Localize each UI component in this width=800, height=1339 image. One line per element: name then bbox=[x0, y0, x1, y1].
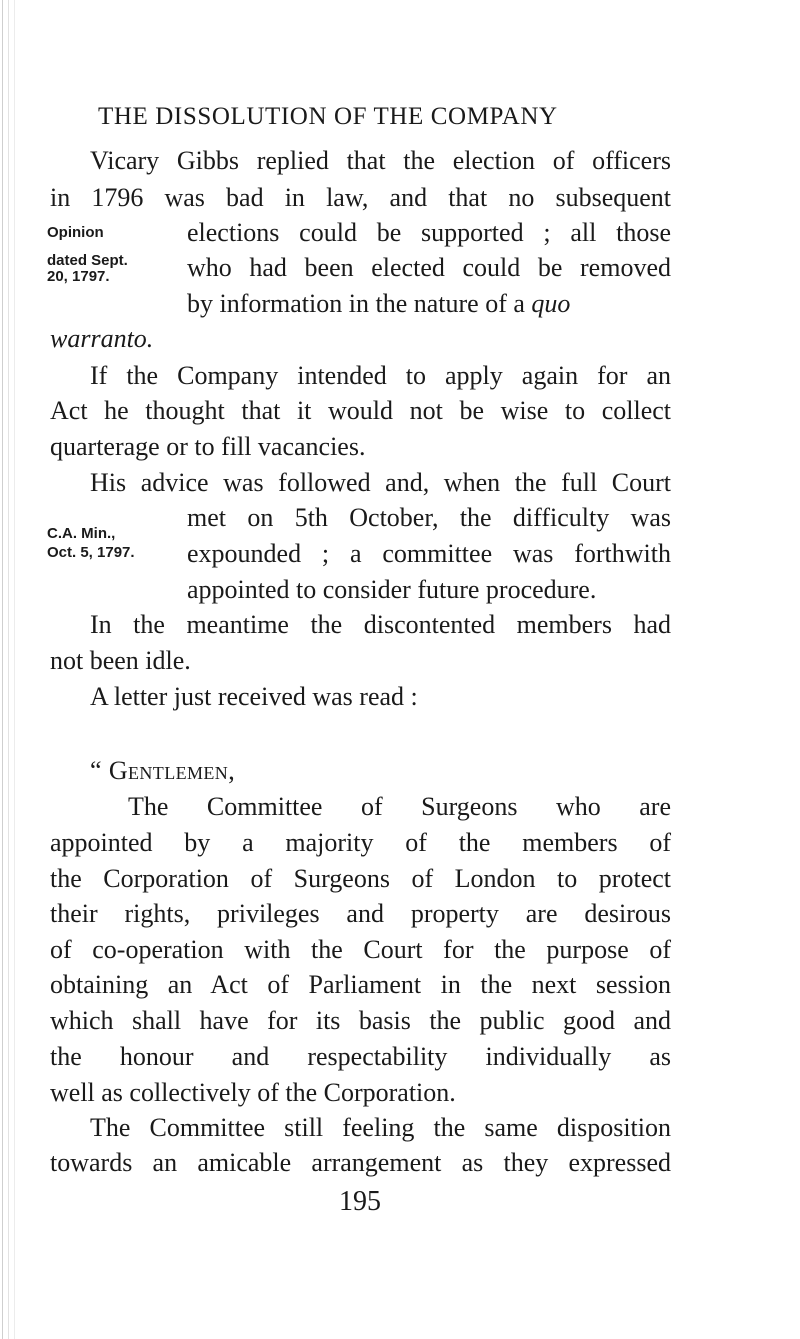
text-line: quarterage or to fill vacancies. bbox=[50, 432, 366, 461]
text-line: well as collectively of the Corporation. bbox=[50, 1078, 456, 1107]
text-line: the Corporation of Surgeons of London to protect bbox=[50, 864, 671, 893]
text-line: which shall have for its basis the public good and bbox=[50, 1006, 671, 1035]
italic-text-line: warranto. bbox=[50, 324, 154, 353]
text-line: the honour and respectability individually as bbox=[50, 1042, 671, 1071]
text-line: The Committee of Surgeons who are bbox=[128, 792, 671, 821]
text-line: appointed to consider future procedure. bbox=[187, 575, 597, 604]
letter-salutation: “ Gentlemen, bbox=[90, 756, 236, 785]
margin-note-line: Opinion bbox=[47, 224, 104, 241]
text-line: of co-operation with the Court for the purpose of bbox=[50, 935, 671, 964]
page-edge-line bbox=[2, 0, 3, 1339]
text-line: Act he thought that it would not be wise to collect bbox=[50, 396, 671, 425]
running-header: THE DISSOLUTION OF THE COMPANY bbox=[98, 103, 558, 130]
margin-note-line: dated Sept. bbox=[47, 252, 128, 269]
text-line: His advice was followed and, when the full Court bbox=[90, 468, 671, 497]
text-line: In the meantime the discontented members had bbox=[90, 610, 671, 639]
text-line: towards an amicable arrangement as they expressed bbox=[50, 1148, 671, 1177]
text-run: by information in the nature of a bbox=[187, 289, 525, 318]
text-line: expounded ; a committee was forthwith bbox=[187, 539, 671, 568]
text-line: elections could be supported ; all those bbox=[187, 218, 671, 247]
text-line: If the Company intended to apply again for an bbox=[90, 361, 671, 390]
page-number: 195 bbox=[339, 1186, 381, 1217]
text-line: The Committee still feeling the same disposition bbox=[90, 1113, 671, 1142]
margin-note-line: C.A. Min., bbox=[47, 525, 116, 542]
text-line: met on 5th October, the difficulty was bbox=[187, 503, 671, 532]
margin-note-line: Oct. 5, 1797. bbox=[47, 544, 135, 561]
text-line: obtaining an Act of Parliament in the next session bbox=[50, 970, 671, 999]
page-edge-line bbox=[14, 0, 15, 1339]
text-line: A letter just received was read : bbox=[90, 682, 418, 711]
text-line: not been idle. bbox=[50, 646, 191, 675]
text-line: their rights, privileges and property are desirous bbox=[50, 899, 671, 928]
text-line bbox=[187, 291, 570, 317]
page-edge-line bbox=[8, 0, 9, 1339]
margin-note-line: 20, 1797. bbox=[47, 268, 110, 285]
text-line: Vicary Gibbs replied that the election of officers bbox=[90, 146, 671, 175]
italic-text: quo bbox=[531, 289, 571, 318]
text-line: appointed by a majority of the members of bbox=[50, 828, 671, 857]
text-line: in 1796 was bad in law, and that no subsequent bbox=[50, 183, 671, 212]
text-line: who had been elected could be removed bbox=[187, 253, 671, 282]
